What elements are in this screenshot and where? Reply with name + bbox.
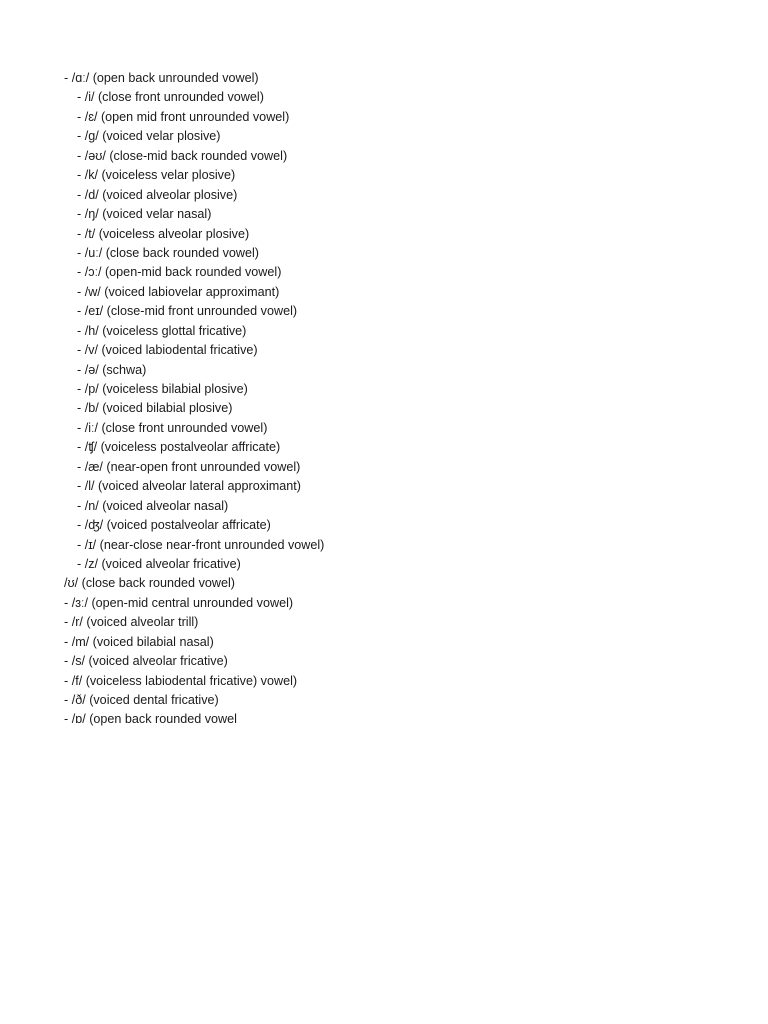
list-item: - /h/ (voiceless glottal fricative) <box>77 323 247 338</box>
list-item: - /r/ (voiced alveolar trill) <box>64 615 199 630</box>
list-item: - /ə/ (schwa) <box>77 362 147 377</box>
list-item: - /eɪ/ (close-mid front unrounded vowel) <box>77 304 298 319</box>
list-item: - /iː/ (close front unrounded vowel) <box>77 420 268 435</box>
list-item: - /v/ (voiced labiodental fricative) <box>77 343 258 358</box>
list-item: - /ɡ/ (voiced velar plosive) <box>77 129 221 144</box>
list-item: - /i/ (close front unrounded vowel) <box>77 90 264 105</box>
list-item: - /w/ (voiced labiovelar approximant) <box>77 284 280 299</box>
list-item: - /b/ (voiced bilabial plosive) <box>77 401 233 416</box>
list-item: /ʊ/ (close back rounded vowel) <box>64 576 235 591</box>
list-item: - /ɑː/ (open back unrounded vowel) <box>64 71 259 85</box>
list-item: - /ð/ (voiced dental fricative) <box>64 693 219 707</box>
list-item: - /ʤ/ (voiced postalveolar affricate) <box>77 518 271 533</box>
list-item: - /t/ (voiceless alveolar plosive) <box>77 226 250 241</box>
list-item: - /ɜː/ (open-mid central unrounded vowel) <box>64 595 294 610</box>
phoneme-list <box>64 69 744 730</box>
list-item: - /s/ (voiced alveolar fricative) <box>64 654 228 669</box>
list-item: - /əʊ/ (close-mid back rounded vowel) <box>77 148 288 163</box>
list-item: - /m/ (voiced bilabial nasal) <box>64 634 214 649</box>
list-item: - /ŋ/ (voiced velar nasal) <box>77 207 212 222</box>
list-item: - /p/ (voiceless bilabial plosive) <box>77 382 248 396</box>
list-item: - /æ/ (near-open front unrounded vowel) <box>77 459 301 474</box>
list-item: - /ɒ/ (open back rounded vowel <box>64 712 237 727</box>
list-item: - /d/ (voiced alveolar plosive) <box>77 187 238 202</box>
list-item: - /ɔː/ (open-mid back rounded vowel) <box>77 265 282 280</box>
list-item: - /n/ (voiced alveolar nasal) <box>77 498 229 513</box>
list-item: - /uː/ (close back rounded vowel) <box>77 245 259 260</box>
list-item: - /f/ (voiceless labiodental fricative) vowel) <box>64 673 298 688</box>
list-item: - /l/ (voiced alveolar lateral approximant) <box>77 479 301 494</box>
list-item: - /ɛ/ (open mid front unrounded vowel) <box>77 109 290 124</box>
list-item: - /z/ (voiced alveolar fricative) <box>77 556 241 571</box>
list-item: - /ɪ/ (near-close near-front unrounded vowel) <box>77 537 325 552</box>
list-item: - /ʧ/ (voiceless postalveolar affricate) <box>77 440 281 455</box>
list-item: - /k/ (voiceless velar plosive) <box>77 168 236 183</box>
